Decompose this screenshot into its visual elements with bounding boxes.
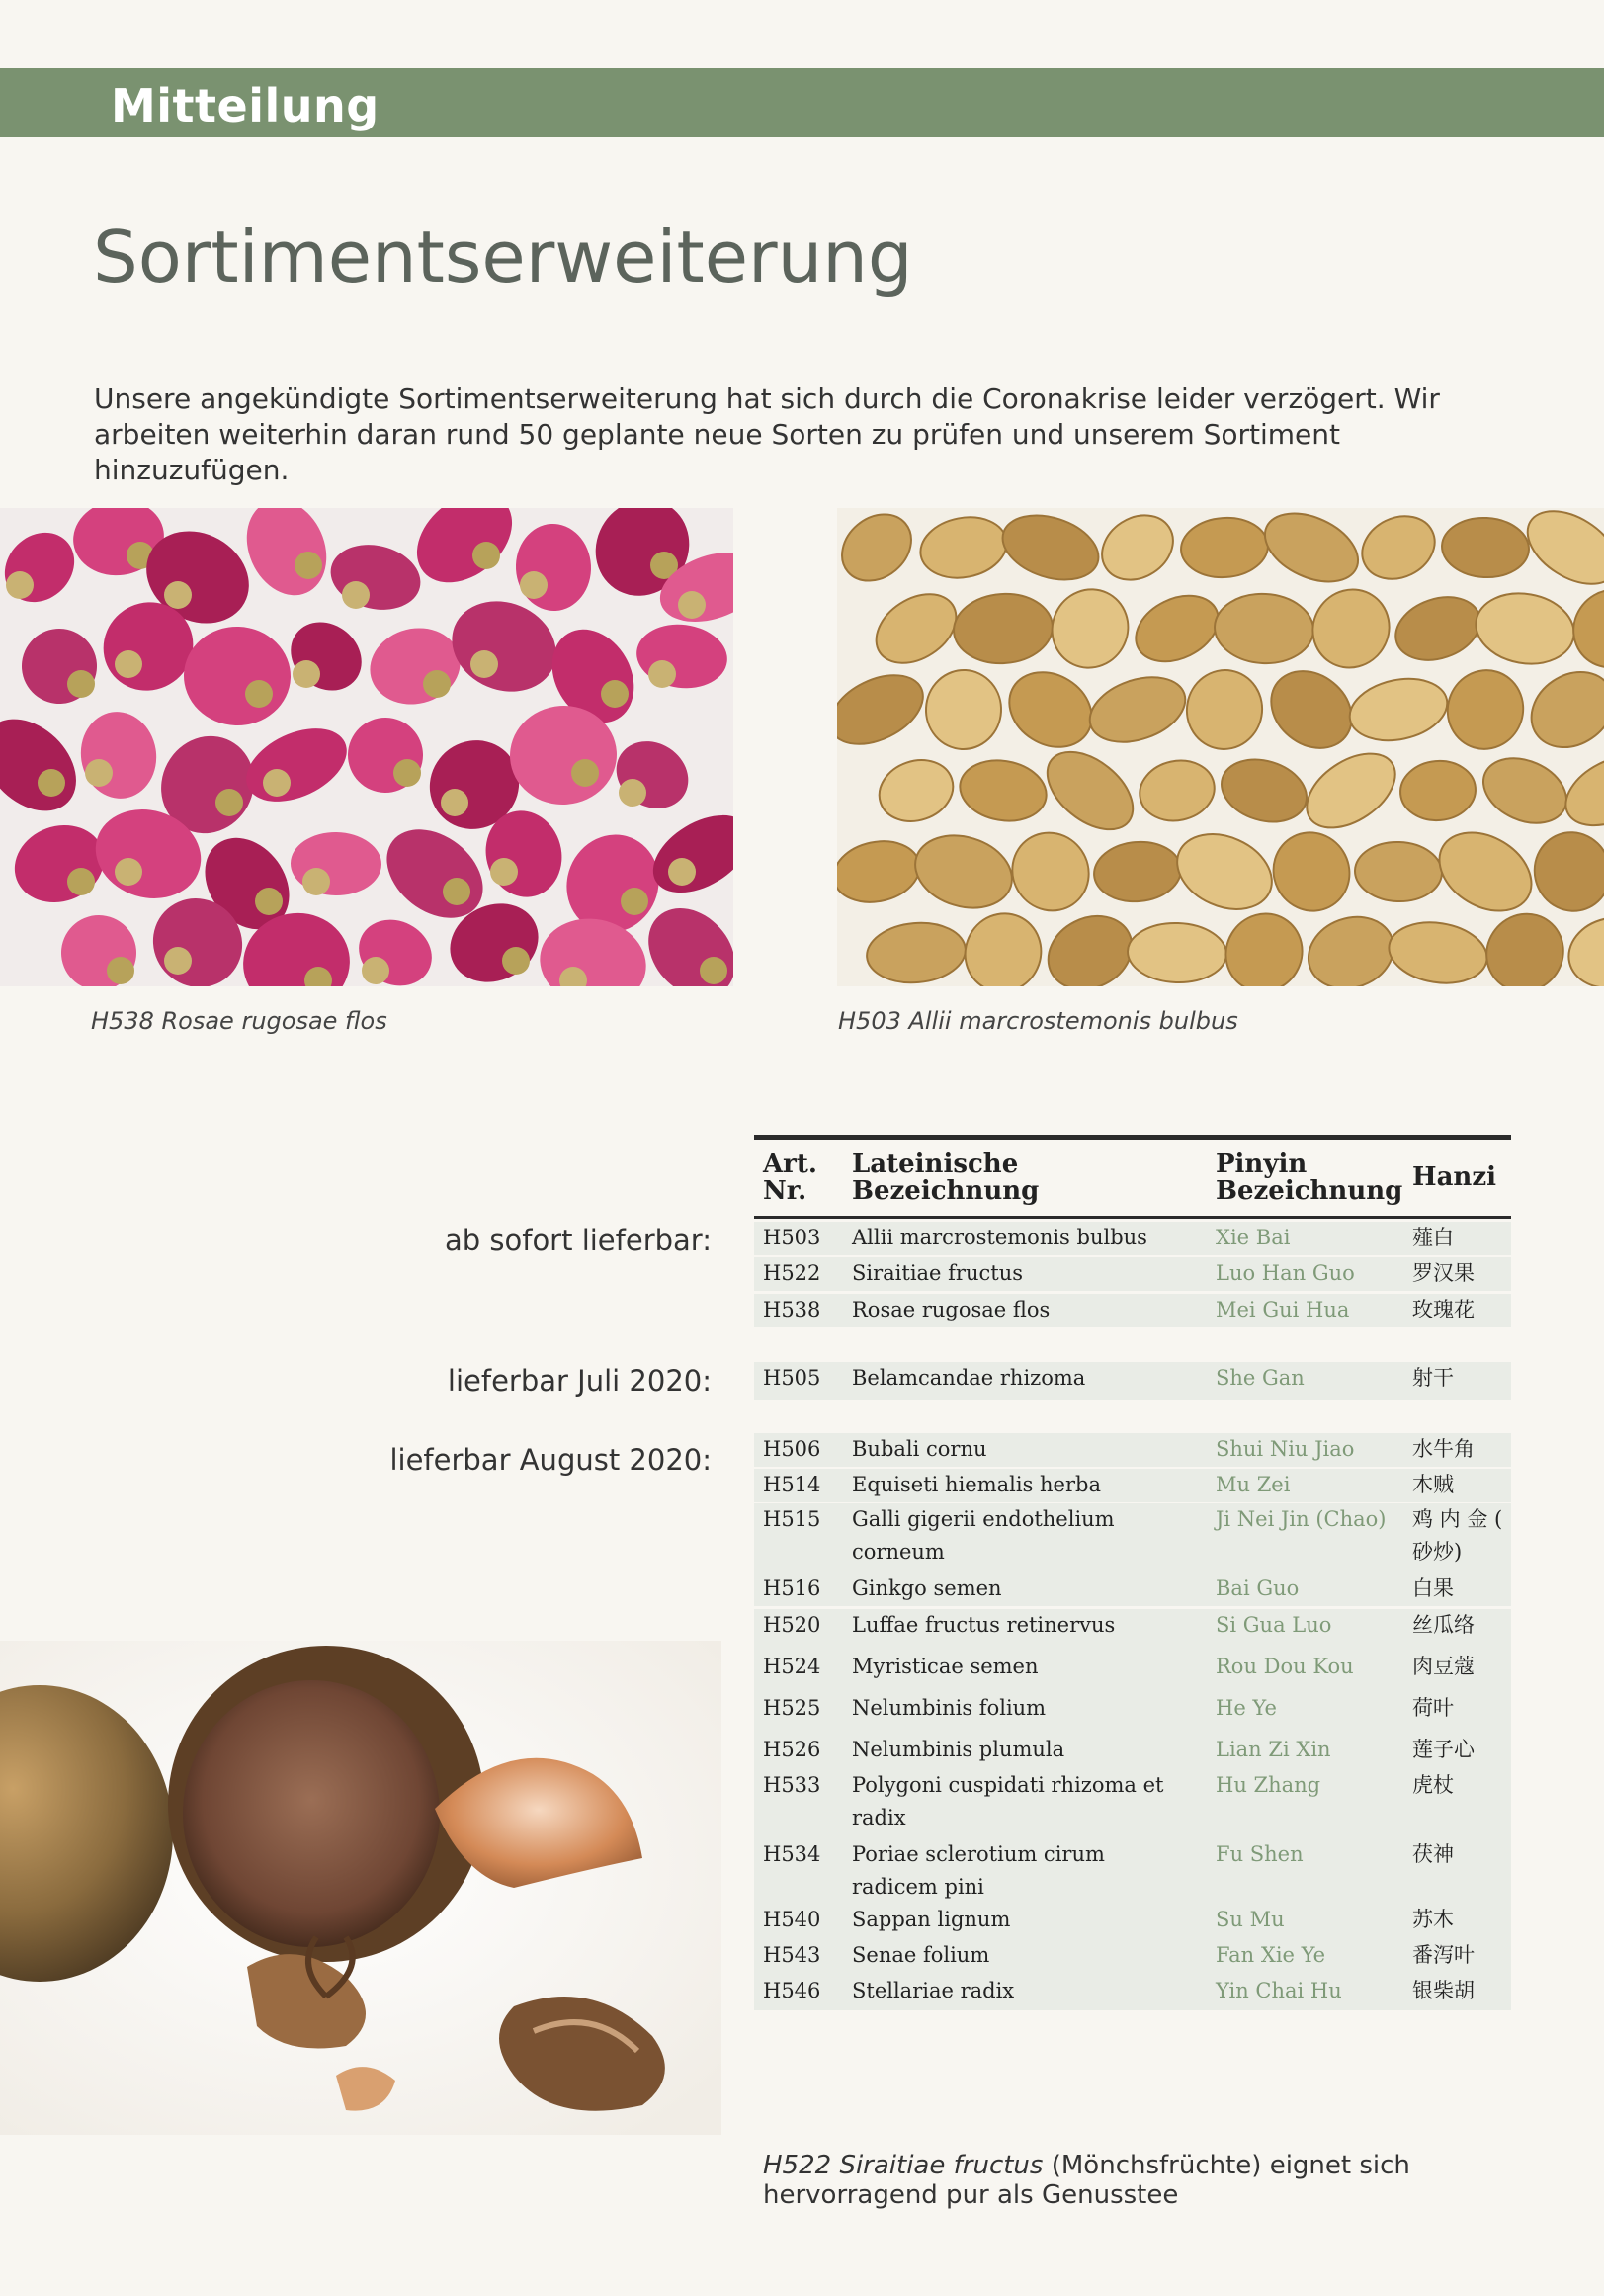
- pinyin-name: Yin Chai Hu: [1216, 1979, 1342, 2002]
- hanzi-name: 罗汉果: [1412, 1261, 1475, 1285]
- hanzi-name: 玫瑰花: [1412, 1298, 1475, 1321]
- allium-caption: H503 Allii marcrostemonis bulbus: [838, 1007, 1238, 1035]
- table-row: [754, 1433, 1511, 1467]
- latin-name: Poriae sclerotium cirum radicem pini: [852, 1842, 1105, 1899]
- art-number: H538: [763, 1298, 821, 1321]
- table-row: [754, 1469, 1511, 1502]
- fruit-caption-text: (Mönchsfrüchte) eignet sich hervorragend pur als Genusstee: [763, 2151, 1410, 2210]
- art-number: H526: [763, 1738, 821, 1761]
- table-row: [754, 1503, 1511, 1573]
- latin-name: Belamcandae rhizoma: [852, 1366, 1086, 1390]
- art-number: H503: [763, 1226, 821, 1249]
- table-header-rule: [754, 1216, 1511, 1219]
- fruit-caption-species: H522 Siraitiae fructus: [763, 2151, 1044, 2180]
- hanzi-name: 鸡 内 金 ( 砂炒): [1412, 1507, 1503, 1564]
- intro-paragraph: Unsere angekündigte Sortimentserweiterung hat sich durch die Coronakrise leider verzögert. Wir arbeiten weiterhin daran rund 50 geplante neue Sorten zu prüfen und unserem Sortiment hinzuzufügen.: [94, 383, 1440, 486]
- table-row: [754, 1651, 1511, 1692]
- art-number: H525: [763, 1696, 821, 1720]
- latin-name: Siraitiae fructus: [852, 1261, 1023, 1285]
- available-now-label: ab sofort lieferbar:: [444, 1224, 712, 1257]
- hanzi-name: 丝瓜络: [1412, 1613, 1475, 1637]
- rose-caption: H538 Rosae rugosae flos: [91, 1007, 387, 1035]
- latin-name: Senae folium: [852, 1943, 990, 1967]
- section-title: Mitteilung: [111, 79, 380, 132]
- header-latin: Lateinische Bezeichnung: [852, 1149, 1040, 1206]
- art-number: H522: [763, 1261, 821, 1285]
- pinyin-name: Bai Guo: [1216, 1576, 1300, 1600]
- art-number: H515: [763, 1507, 821, 1531]
- latin-name: Galli gigerii endothelium corneum: [852, 1507, 1115, 1564]
- table-row: [754, 1904, 1511, 1939]
- art-number: H524: [763, 1655, 821, 1678]
- allium-bulbs-photo: [837, 508, 1604, 986]
- page-title: Sortimentserweiterung: [93, 215, 913, 298]
- art-number: H533: [763, 1773, 821, 1797]
- table-row: [754, 1257, 1511, 1291]
- header-pinyin: Pinyin Bezeichnung: [1216, 1149, 1403, 1206]
- pinyin-name: Xie Bai: [1216, 1226, 1291, 1249]
- hanzi-name: 木贼: [1412, 1473, 1454, 1496]
- pinyin-name: Mei Gui Hua: [1216, 1298, 1350, 1321]
- latin-name: Nelumbinis folium: [852, 1696, 1047, 1720]
- table-top-rule: [754, 1135, 1511, 1140]
- pinyin-name: Su Mu: [1216, 1908, 1285, 1931]
- pinyin-name: Si Gua Luo: [1216, 1613, 1332, 1637]
- hanzi-name: 薤白: [1412, 1226, 1454, 1249]
- art-number: H543: [763, 1943, 821, 1967]
- hanzi-name: 番泻叶: [1412, 1943, 1475, 1967]
- table-row: [754, 1573, 1511, 1606]
- latin-name: Polygoni cuspidati rhizoma et radix: [852, 1773, 1164, 1829]
- table-row: [754, 1838, 1511, 1904]
- latin-name: Sappan lignum: [852, 1908, 1011, 1931]
- hanzi-name: 水牛角: [1412, 1437, 1475, 1461]
- hanzi-name: 虎杖: [1412, 1773, 1454, 1797]
- pinyin-name: Hu Zhang: [1216, 1773, 1321, 1797]
- hanzi-name: 银柴胡: [1412, 1979, 1475, 2002]
- table-row: [754, 1734, 1511, 1769]
- latin-name: Luffae fructus retinervus: [852, 1613, 1116, 1637]
- latin-name: Equiseti hiemalis herba: [852, 1473, 1101, 1496]
- table-row: [754, 1362, 1511, 1400]
- table-row: [754, 1975, 1511, 2010]
- table-row: [754, 1294, 1511, 1327]
- pinyin-name: Mu Zei: [1216, 1473, 1291, 1496]
- table-row: [754, 1222, 1511, 1255]
- pinyin-name: Lian Zi Xin: [1216, 1738, 1331, 1761]
- table-row: [754, 1939, 1511, 1975]
- latin-name: Stellariae radix: [852, 1979, 1015, 2002]
- art-number: H540: [763, 1908, 821, 1931]
- pinyin-name: Luo Han Guo: [1216, 1261, 1355, 1285]
- pinyin-name: Shui Niu Jiao: [1216, 1437, 1355, 1461]
- table-row: [754, 1769, 1511, 1838]
- hanzi-name: 苏木: [1412, 1908, 1454, 1931]
- available-august-label: lieferbar August 2020:: [389, 1443, 712, 1477]
- latin-name: Myristicae semen: [852, 1655, 1039, 1678]
- art-number: H546: [763, 1979, 821, 2002]
- art-number: H516: [763, 1576, 821, 1600]
- hanzi-name: 射干: [1412, 1366, 1454, 1390]
- hanzi-name: 莲子心: [1412, 1738, 1475, 1761]
- art-number: H534: [763, 1842, 821, 1866]
- hanzi-name: 肉豆蔻: [1412, 1655, 1475, 1678]
- latin-name: Nelumbinis plumula: [852, 1738, 1065, 1761]
- latin-name: Bubali cornu: [852, 1437, 987, 1461]
- pinyin-name: She Gan: [1216, 1366, 1305, 1390]
- hanzi-name: 白果: [1412, 1576, 1454, 1600]
- latin-name: Ginkgo semen: [852, 1576, 1002, 1600]
- hanzi-name: 荷叶: [1412, 1696, 1454, 1720]
- table-row: [754, 1692, 1511, 1734]
- table-row: [754, 1609, 1511, 1651]
- pinyin-name: Rou Dou Kou: [1216, 1655, 1354, 1678]
- hanzi-name: 茯神: [1412, 1842, 1454, 1866]
- rose-buds-photo: [0, 508, 733, 986]
- pinyin-name: Fan Xie Ye: [1216, 1943, 1326, 1967]
- art-number: H520: [763, 1613, 821, 1637]
- art-number: H514: [763, 1473, 821, 1496]
- pinyin-name: Ji Nei Jin (Chao): [1216, 1507, 1387, 1531]
- pinyin-name: Fu Shen: [1216, 1842, 1304, 1866]
- art-number: H505: [763, 1366, 821, 1390]
- latin-name: Rosae rugosae flos: [852, 1298, 1051, 1321]
- header-hanzi: Hanzi: [1412, 1162, 1496, 1192]
- pinyin-name: He Ye: [1216, 1696, 1277, 1720]
- header-art-nr: Art. Nr.: [763, 1149, 817, 1206]
- available-july-label: lieferbar Juli 2020:: [447, 1364, 712, 1398]
- latin-name: Allii marcrostemonis bulbus: [852, 1226, 1147, 1249]
- art-number: H506: [763, 1437, 821, 1461]
- monk-fruit-photo: [0, 1641, 721, 2135]
- fruit-caption: [763, 2151, 1534, 2210]
